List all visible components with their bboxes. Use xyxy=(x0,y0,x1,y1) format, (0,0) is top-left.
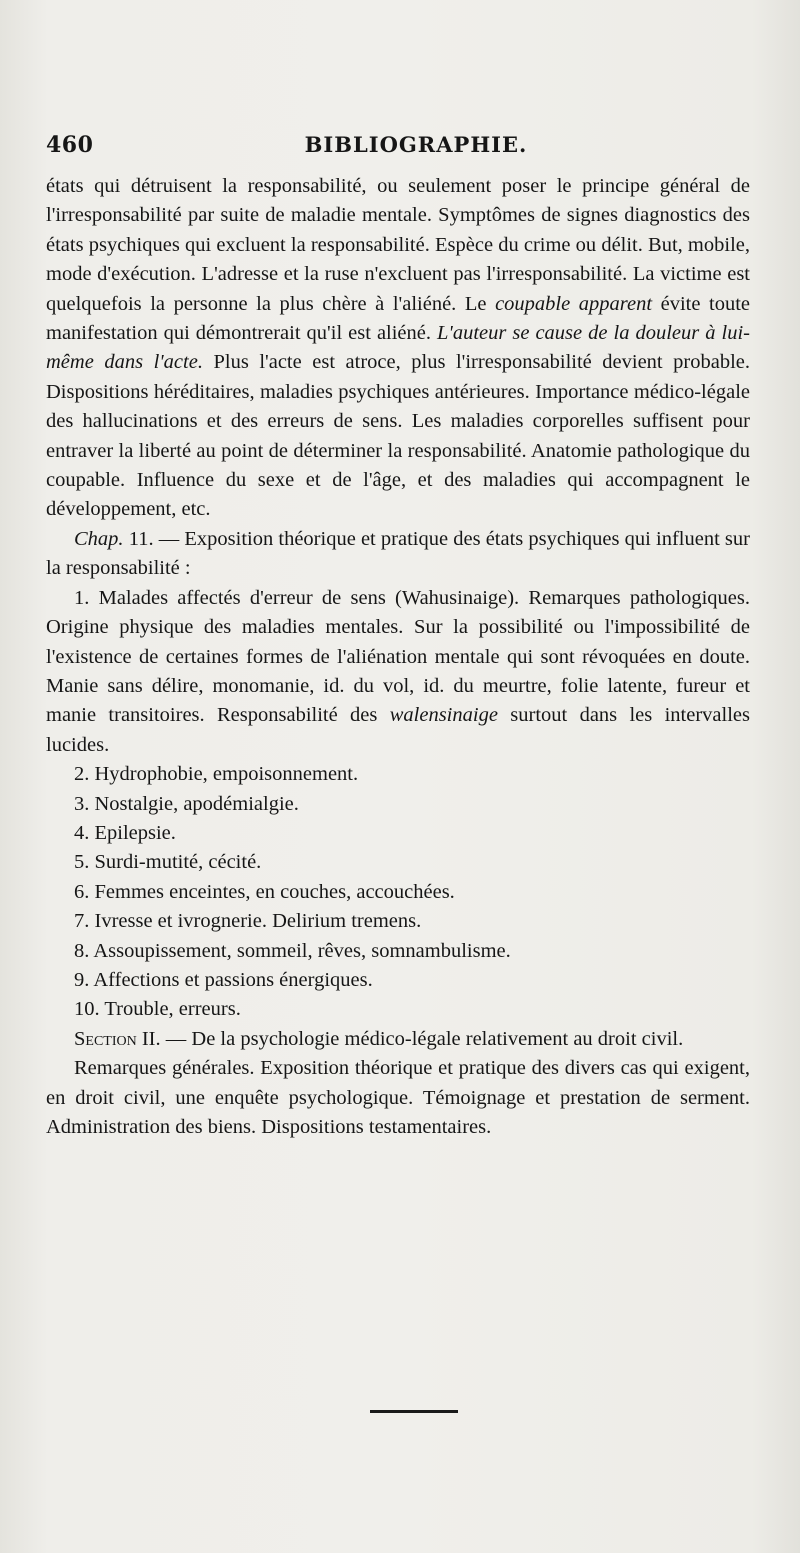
italic-coupable-apparent: coupable apparent xyxy=(495,292,653,315)
end-rule xyxy=(370,1410,458,1413)
list-item-9: 9. Affections et passions énergiques. xyxy=(74,968,373,991)
list-item-6: 6. Femmes enceintes, en couches, accouchées. xyxy=(74,880,455,903)
list-item-1 xyxy=(46,584,750,760)
paragraph-remarques: Remarques générales. Exposition théorique et pratique des divers cas qui exigent, en droit civil, une enquête psychologique. Témoignage et prestation de serment. Administration des biens. Dispositions testamentaires. xyxy=(46,1057,750,1138)
list-item-5: 5. Surdi-mutité, cécité. xyxy=(74,851,262,874)
list-item-3: 3. Nostalgie, apodémialgie. xyxy=(74,792,299,815)
page-number: 460 xyxy=(46,132,94,158)
list-item-10: 10. Trouble, erreurs. xyxy=(74,998,241,1021)
chapter-text: 11. — Exposition théorique et pratique des états psychiques qui influent sur la responsabilité : xyxy=(46,527,750,580)
page-header xyxy=(46,128,746,164)
section-heading xyxy=(46,1025,750,1054)
list-item-2: 2. Hydrophobie, empoisonnement. xyxy=(74,763,359,786)
chapter-label: Chap. xyxy=(74,527,124,550)
text-span: surtout dans les intervalles lucides. xyxy=(46,704,750,756)
text-span: 1. Malades affectés d'erreur de sens (Wahusinaige). Remarques pathologiques. Origine physique des maladies mentales. Sur la possibilité ou l'impossibilité de l'existence de certaines formes de l'aliénation mentale qui sont révoquées en doute. Manie sans délire, monomanie, id. du vol, id. du meurtre, folie latente, fureur et manie transitoires. Responsabilité des xyxy=(46,586,750,727)
list-item-7: 7. Ivresse et ivrognerie. Delirium tremens. xyxy=(74,910,422,933)
paragraph-responsabilite xyxy=(46,172,750,525)
text-span: évite toute manifestation qui démontrerait qu'il est aliéné. xyxy=(46,292,751,345)
italic-walensinaige: walensinaige xyxy=(389,704,498,727)
running-title: BIBLIOGRAPHIE. xyxy=(304,132,528,157)
italic-auteur: L'auteur se cause de la douleur à lui-même dans l'acte. xyxy=(46,322,750,374)
text-span: états qui détruisent la responsabilité, ou seulement poser le principe général de l'irresponsabilité par suite de maladie mentale. Symptômes de signes diagnostics des états psychiques qui excluent la responsabilité. Espèce du crime ou délit. But, mobile, mode d'exécution. L'adresse et la ruse n'excluent pas l'irresponsabilité. La victime est quelquefois la personne la plus chère à l'aliéné. Le xyxy=(46,175,750,315)
list-item-8: 8. Assoupissement, sommeil, rêves, somnambulisme. xyxy=(74,939,511,962)
text-span: Plus l'acte est atroce, plus l'irresponsabilité devient probable. Dispositions héréditaires, maladies psychiques antérieures. Importance médico-légale des hallucinations et des erreurs de sens. Les maladies corporelles suffisent pour entraver la liberté au point de déterminer la responsabilité. Anatomie pathologique du coupable. Influence du sexe et de l'âge, et des maladies qui accompagnent le développement, etc. xyxy=(46,351,750,521)
section-text: — De la psychologie médico-légale relativement au droit civil. xyxy=(160,1027,684,1050)
section-label: Section II. xyxy=(74,1027,161,1050)
body-text xyxy=(46,172,750,1142)
chapter-heading xyxy=(46,525,750,584)
list-item-4: 4. Epilepsie. xyxy=(74,821,176,844)
